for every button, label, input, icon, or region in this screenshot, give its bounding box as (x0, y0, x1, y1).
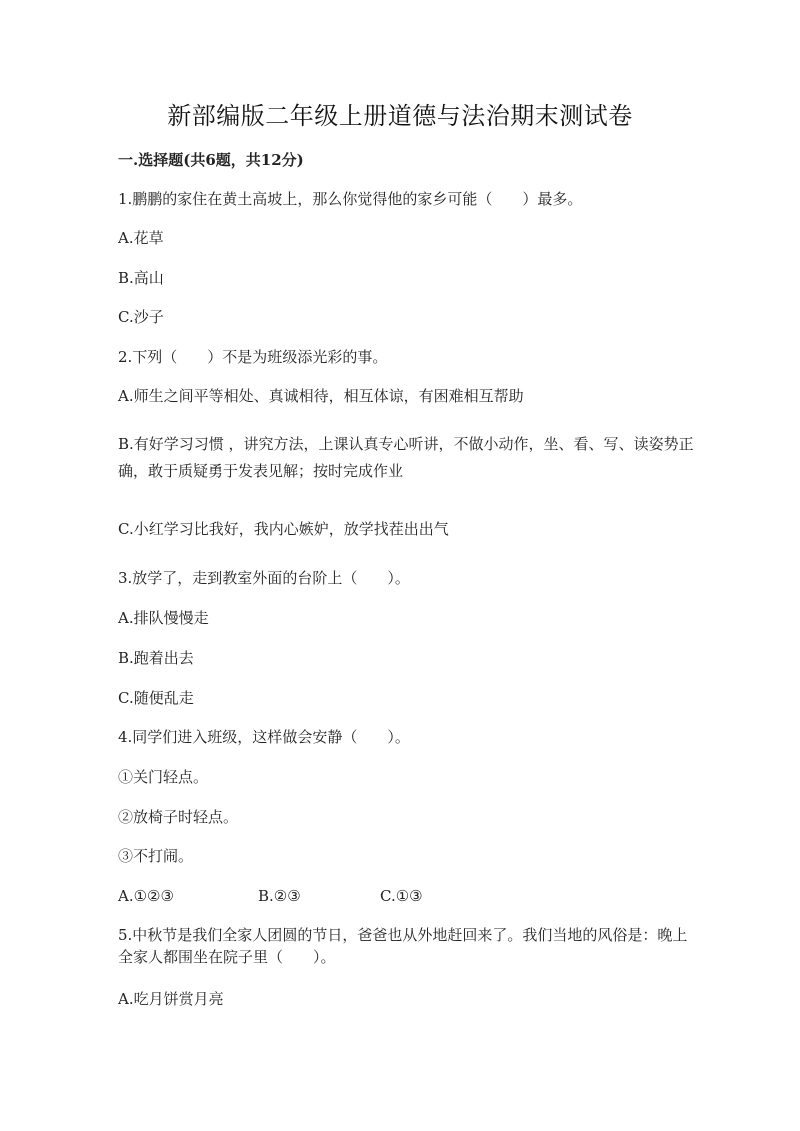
q1-option-c: C.沙子 (118, 308, 164, 326)
q4-item-3: ③不打闹。 (118, 847, 194, 865)
q1-option-b: B.高山 (118, 269, 164, 287)
q3-option-c: C.随便乱走 (118, 689, 194, 707)
q2-option-c: C.小红学习比我好，我内心嫉妒，放学找茬出出气 (118, 520, 449, 538)
question-4: 4.同学们进入班级，这样做会安静（ ）。 (118, 728, 410, 746)
q4-options-row (118, 886, 698, 906)
q4-option-c: C.①③ (380, 887, 423, 905)
q2-option-a: A.师生之间平等相处、真诚相待，相互体谅，有困难相互帮助 (118, 387, 524, 405)
section-heading: 一.选择题(共6题，共12分) (118, 151, 304, 169)
question-3: 3.放学了，走到教室外面的台阶上（ ）。 (118, 569, 410, 587)
q4-option-a: A.①②③ (118, 887, 174, 905)
page-title: 新部编版二年级上册道德与法治期末测试卷 (167, 102, 633, 130)
question-5: 5.中秋节是我们全家人团圆的节日，爸爸也从外地赶回来了。我们当地的风俗是：晚上全家人都围坐在院子里（ ）。 (118, 926, 688, 966)
q1-option-a: A.花草 (118, 229, 164, 247)
q2-option-b: B.有好学习习惯 ，讲究方法，上课认真专心听讲，不做小动作，坐、看、写、读姿势正确，敢于质疑勇于发表见解；按时完成作业 (118, 435, 694, 480)
q4-option-b: B.②③ (258, 887, 301, 905)
question-1: 1.鹏鹏的家住在黄土高坡上，那么你觉得他的家乡可能（ ）最多。 (118, 190, 583, 208)
q3-option-a: A.排队慢慢走 (118, 609, 209, 627)
q3-option-b: B.跑着出去 (118, 649, 194, 667)
q4-item-1: ①关门轻点。 (118, 768, 209, 786)
q5-option-a: A.吃月饼赏月亮 (118, 990, 224, 1008)
question-2: 2.下列（ ）不是为班级添光彩的事。 (118, 348, 388, 366)
q4-item-2: ②放椅子时轻点。 (118, 808, 239, 826)
